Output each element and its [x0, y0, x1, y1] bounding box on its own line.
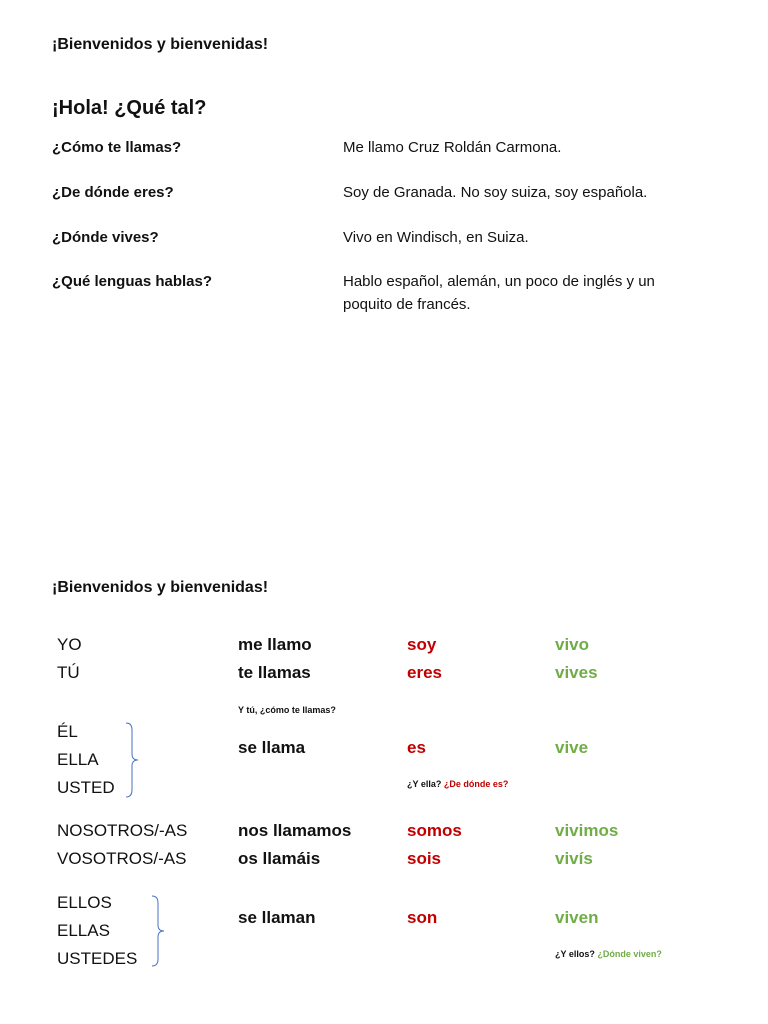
llamarse-nosotros: nos llamamos: [238, 821, 352, 840]
ser-ellos: son: [407, 908, 438, 927]
vivir-yo: vivo: [555, 635, 590, 654]
llamarse-yo: me llamo: [238, 635, 312, 654]
vivir-nosotros: vivimos: [555, 821, 619, 840]
answer-2: Soy de Granada. No soy suiza, soy española.: [343, 184, 648, 201]
question-4: ¿Qué lenguas hablas?: [52, 273, 213, 290]
question-2: ¿De dónde eres?: [52, 184, 174, 201]
pronoun-ella: ELLA: [57, 750, 99, 769]
vivir-ellos: viven: [555, 908, 599, 927]
pronoun-el: ÉL: [57, 722, 78, 741]
answer-3: Vivo en Windisch, en Suiza.: [343, 229, 529, 246]
ser-tu: eres: [407, 663, 442, 682]
heading-bottom: ¡Bienvenidos y bienvenidas!: [52, 579, 269, 596]
pronoun-ellas: ELLAS: [57, 921, 110, 940]
subheading-hola: ¡Hola! ¿Qué tal?: [52, 97, 207, 119]
note-tu: Y tú, ¿cómo te llamas?: [238, 705, 336, 715]
vivir-vosotros: vivís: [555, 849, 593, 868]
pronoun-vosotros: VOSOTROS/-AS: [57, 849, 187, 868]
note-ella-prefix: ¿Y ella?: [407, 779, 442, 789]
ser-el: es: [407, 738, 426, 757]
brace-icon: [150, 895, 166, 967]
ser-vosotros: sois: [407, 849, 442, 868]
question-3: ¿Dónde vives?: [52, 229, 159, 246]
note-ella: [407, 779, 508, 789]
llamarse-ellos: se llaman: [238, 908, 316, 927]
heading-top: ¡Bienvenidos y bienvenidas!: [52, 36, 269, 53]
note-ellos-question: ¿Dónde viven?: [597, 949, 662, 959]
question-1: ¿Cómo te llamas?: [52, 139, 182, 156]
answer-4-line1: Hablo español, alemán, un poco de inglés y un: [343, 273, 655, 290]
ser-yo: soy: [407, 635, 437, 654]
llamarse-vosotros: os llamáis: [238, 849, 321, 868]
vivir-el: vive: [555, 738, 589, 757]
llamarse-tu: te llamas: [238, 663, 311, 682]
pronoun-ellos: ELLOS: [57, 893, 112, 912]
vivir-tu: vives: [555, 663, 598, 682]
answer-1: Me llamo Cruz Roldán Carmona.: [343, 139, 562, 156]
pronoun-tu: TÚ: [57, 663, 80, 682]
answer-4-line2: poquito de francés.: [343, 296, 471, 313]
note-ellos-prefix: ¿Y ellos?: [555, 949, 595, 959]
pronoun-usted: USTED: [57, 778, 115, 797]
pronoun-ustedes: USTEDES: [57, 949, 138, 968]
pronoun-yo: YO: [57, 635, 82, 654]
note-ellos: [555, 949, 662, 959]
brace-icon: [124, 722, 140, 798]
pronoun-nosotros: NOSOTROS/-AS: [57, 821, 188, 840]
ser-nosotros: somos: [407, 821, 462, 840]
note-ella-question: ¿De dónde es?: [443, 779, 509, 789]
llamarse-el: se llama: [238, 738, 306, 757]
